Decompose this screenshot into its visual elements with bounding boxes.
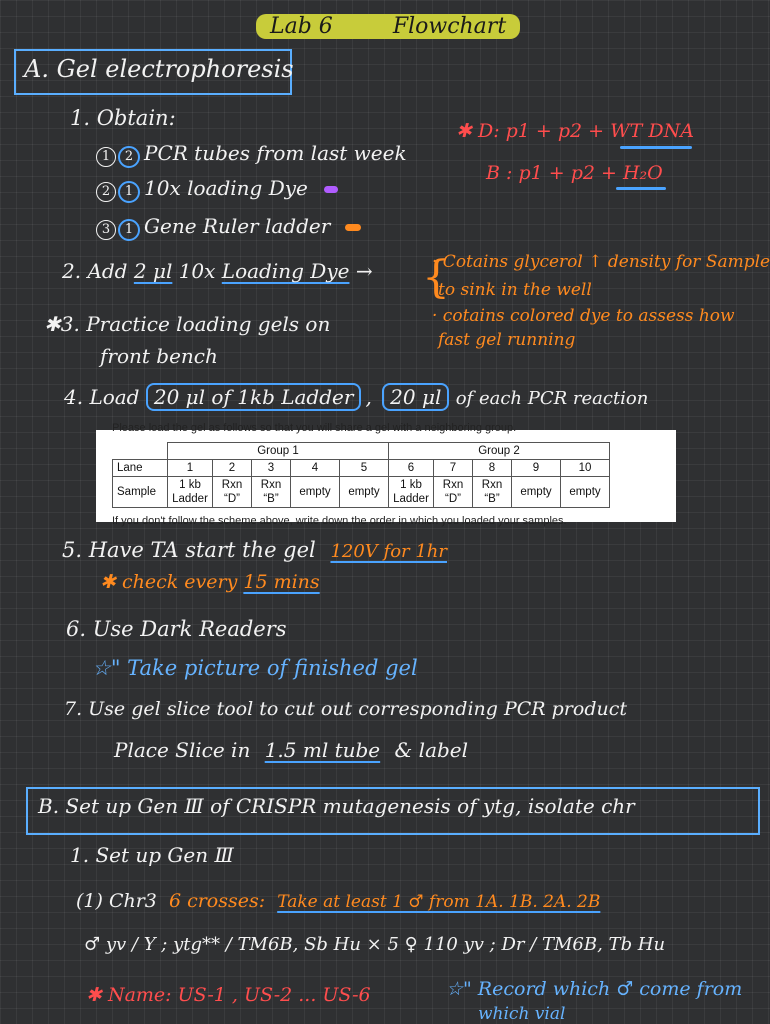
section-b-heading: B. Set up Gen Ⅲ of CRISPR mutagenesis of ytg, isolate chr [38, 794, 635, 818]
sample-cell: empty [561, 477, 610, 508]
step4-rxn-box: 20 μl [382, 383, 449, 411]
step4-sep: , [365, 385, 372, 409]
sub1-chr3: (1) Chr3 [76, 890, 157, 912]
sample-cell: empty [291, 477, 340, 508]
step5-note-time: 15 mins [243, 571, 320, 593]
step5-note [100, 571, 320, 593]
step7-line2 [114, 738, 468, 762]
step5 [62, 538, 447, 562]
genotype-cross: ♂ yv / Y ; ytg** / TM6B, Sb Hu × 5 ♀ 110 yv ; Dr / TM6B, Tb Hu [84, 934, 666, 955]
note-b-underline-icon [616, 187, 666, 190]
gel-loading-table [112, 442, 610, 508]
step2-prefix: 2. Add [62, 259, 128, 283]
step5-text: 5. Have TA start the gel [62, 538, 316, 562]
step7-label: & label [394, 738, 469, 762]
lane-row [113, 460, 610, 477]
step5-time: 120V for 1hr [330, 541, 448, 562]
lane-cell: 7 [434, 460, 473, 477]
circle-1-icon: 1 [96, 147, 116, 167]
step5-note-prefix: ✱ check every [100, 571, 238, 593]
lane-cell: 4 [291, 460, 340, 477]
sectionb-sub1 [76, 890, 600, 912]
title-lab: Lab 6 [270, 14, 333, 39]
section-a-heading: A. Gel electrophoresis [24, 55, 294, 83]
lane-cell: 5 [340, 460, 389, 477]
circle-2-blue-icon: 2 [118, 146, 140, 168]
circle-2-icon: 2 [96, 182, 116, 202]
step2-note-3: · cotains colored dye to assess how [432, 306, 735, 326]
sample-cell: empty [340, 477, 389, 508]
lane-cell: 3 [252, 460, 291, 477]
title-flowchart: Flowchart [392, 14, 507, 39]
table-clip-top: Please load the gel as follows so that you will share a gel with a neighboring group. [112, 422, 517, 434]
step1-item3 [96, 214, 361, 241]
step4-prefix: 4. Load [64, 385, 140, 409]
sub1-take: Take at least 1 ♂ from 1A. 1B. 2A. 2B [277, 892, 601, 912]
step2-note-1: · Cotains glycerol ↑ density for Sample [432, 252, 770, 272]
vial-names: ✱ Name: US-1 , US-2 ... US-6 [86, 984, 371, 1006]
step1-label: 1. Obtain: [70, 106, 176, 130]
item2-text: 10x loading Dye [144, 176, 308, 200]
lane-cell: 2 [213, 460, 252, 477]
sample-row [113, 477, 610, 508]
circle-1-blue-icon: 1 [118, 181, 140, 203]
step7-line1: 7. Use gel slice tool to cut out corresponding PCR product [64, 698, 627, 720]
arrow-icon: → [355, 259, 373, 283]
group2-header: Group 2 [389, 443, 610, 460]
step2 [62, 259, 373, 283]
item3-text: Gene Ruler ladder [144, 214, 331, 238]
sample-cell: Rxn “D” [434, 477, 473, 508]
lane-cell: 6 [389, 460, 434, 477]
note-d-underline-icon [620, 146, 692, 149]
step7-tube: 1.5 ml tube [264, 738, 381, 762]
lane-cell: 1 [168, 460, 213, 477]
purple-dye-mark-icon [324, 186, 338, 193]
lane-cell: 8 [473, 460, 512, 477]
orange-ladder-mark-icon [345, 224, 361, 231]
page-title [256, 14, 520, 39]
step3-line1: ✱3. Practice loading gels on [44, 312, 331, 336]
record-note-2: which vial [478, 1004, 566, 1024]
sample-cell: Rxn “B” [252, 477, 291, 508]
note-d-reaction: ✱ D: p1 + p2 + WT DNA [456, 120, 694, 142]
group1-header: Group 1 [168, 443, 389, 460]
lane-cell: 9 [512, 460, 561, 477]
step2-note-2: to sink in the well [438, 280, 592, 300]
brace-icon: { [422, 252, 450, 303]
sample-cell: Rxn “D” [213, 477, 252, 508]
step6-note: ☆" Take picture of finished gel [92, 656, 418, 680]
sample-cell: 1 kb Ladder [168, 477, 213, 508]
step6: 6. Use Dark Readers [66, 617, 287, 641]
step7-place: Place Slice in [114, 738, 251, 762]
circle-1-blue-icon-2: 1 [118, 219, 140, 241]
note-b-reaction: B : p1 + p2 + H₂O [486, 162, 663, 184]
table-clip-bottom: If you don't follow the scheme above, write down the order in which you loaded your samples. [112, 515, 567, 527]
sample-cell: empty [512, 477, 561, 508]
sectionb-step1: 1. Set up Gen Ⅲ [70, 843, 234, 867]
step2-note-4: fast gel running [438, 330, 576, 350]
circle-3-icon: 3 [96, 220, 116, 240]
gel-loading-table-image [96, 422, 676, 527]
record-note: ☆" Record which ♂ come from [446, 978, 743, 1000]
lane-cell: 10 [561, 460, 610, 477]
sample-label: Sample [113, 477, 168, 508]
step2-dye: Loading Dye [221, 259, 350, 283]
lane-label: Lane [113, 460, 168, 477]
sample-cell: 1 kb Ladder [389, 477, 434, 508]
step1-item2 [96, 176, 338, 203]
step4-suffix: of each PCR reaction [455, 388, 649, 409]
step1-item1 [96, 141, 407, 168]
step4-ladder-box: 20 μl of 1kb Ladder [146, 383, 362, 411]
sub1-crosses: 6 crosses: [168, 890, 266, 912]
sample-cell: Rxn “B” [473, 477, 512, 508]
step3-line2: front bench [100, 344, 218, 368]
item1-text: PCR tubes from last week [144, 141, 407, 165]
step2-mid: 10x [178, 259, 216, 283]
step2-volume: 2 μl [133, 259, 173, 283]
step4 [64, 385, 648, 409]
title-highlight [256, 14, 520, 39]
